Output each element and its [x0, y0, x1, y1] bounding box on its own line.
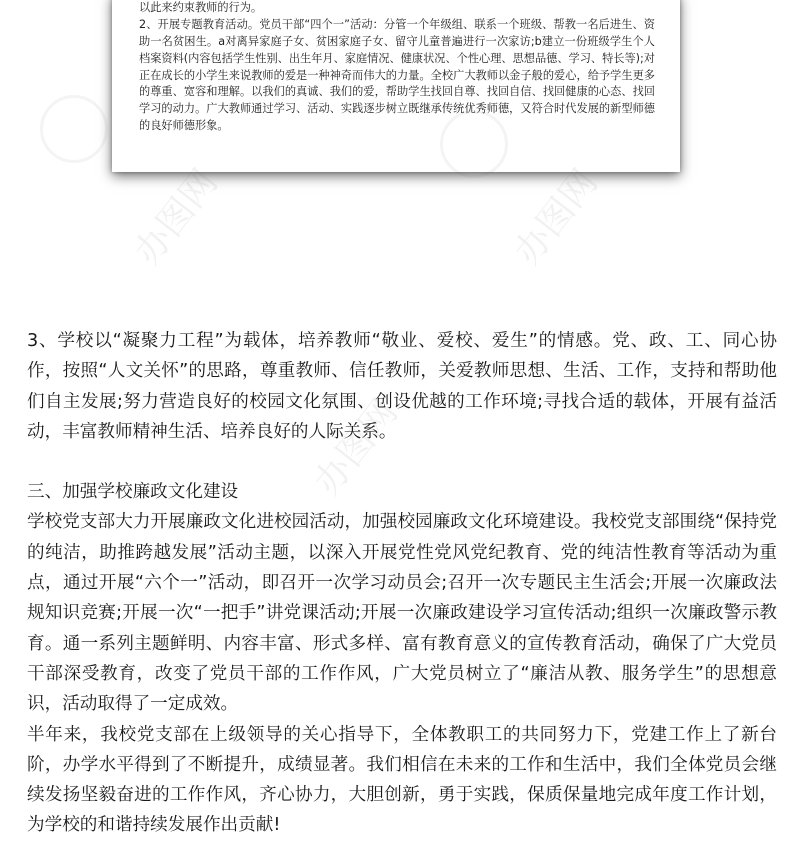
- preview-line: 以此来约束教师的行为。: [139, 0, 263, 14]
- preview-text: [139, 0, 655, 135]
- preview-paragraph: 2、开展专题教育活动。党员干部“四个一”活动：分管一个年级组、联系一个班级、帮教一名后进生、资助一名贫困生。a对离异家庭子女、贫困家庭子女、留守儿童普遍进行一次家访;b建立一份班级学生个人档案资料(内容包括学生性别、出生年月、家庭情况、健康状况、个性心理、思想品德、学习、特长等);对正在成长的小学生来说教师的爱是一种神奇而伟大的力量。全校广大教师以金子般的爱心，给予学生更多的尊重、宽容和理解。以我们的真诚、我们的爱，帮助学生找回自尊、找回自信、找回健康的心态、找回学习的动力。广大教师通过学习、活动、实践逐步树立既继承传统优秀师德，又符合时代发展的新型师德的良好师德形象。: [139, 17, 655, 133]
- watermark-text: 办图网: [506, 162, 606, 273]
- watermark-logo-icon: [40, 95, 108, 163]
- document-preview-card: [112, 0, 680, 172]
- watermark-text: 办图网: [126, 162, 226, 273]
- paragraph-3: 3、学校以“凝聚力工程”为载体，培养教师“敬业、爱校、爱生”的情感。党、政、工、同心协作，按照“人文关怀”的思路，尊重教师、信任教师，关爱教师思想、生活、工作，支持和帮助他们自主发展;努力营造良好的校园文化氛围、创设优越的工作环境;寻找合适的载体，开展有益活动，丰富教师精神生活、培养良好的人际关系。: [27, 331, 777, 442]
- document-body: [27, 326, 777, 841]
- paragraph-5: 半年来，我校党支部在上级领导的关心指导下，全体教职工的共同努力下，党建工作上了新台阶，办学水平得到了不断提升，成绩显著。我们相信在未来的工作和生活中，我们全体党员会继续发扬坚毅奋进的工作作风，齐心协力，大胆创新，勇于实践，保质保量地完成年度工作计划，为学校的和谐持续发展作出贡献!: [27, 724, 777, 836]
- paragraph-4: 学校党支部大力开展廉政文化进校园活动，加强校园廉政文化环境建设。我校党支部围绕“保持党的纯洁，助推跨越发展”活动主题，以深入开展党性党风党纪教育、党的纯洁性教育等活动为重点，通过开展“六个一”活动，即召开一次学习动员会;召开一次专题民主生活会;开展一次廉政法规知识竞赛;开展一次“一把手”讲党课活动;开展一次廉政建设学习宣传活动;组织一次廉政警示教育。通一系列主题鲜明、内容丰富、形式多样、富有教育意义的宣传教育活动，确保了广大党员干部深受教育，改变了党员干部的工作作风，广大党员树立了“廉洁从教、服务学生”的思想意识，活动取得了一定成效。: [27, 512, 777, 715]
- section-heading: 三、加强学校廉政文化建设: [27, 482, 239, 503]
- watermark-text: 办图网: [306, 392, 406, 503]
